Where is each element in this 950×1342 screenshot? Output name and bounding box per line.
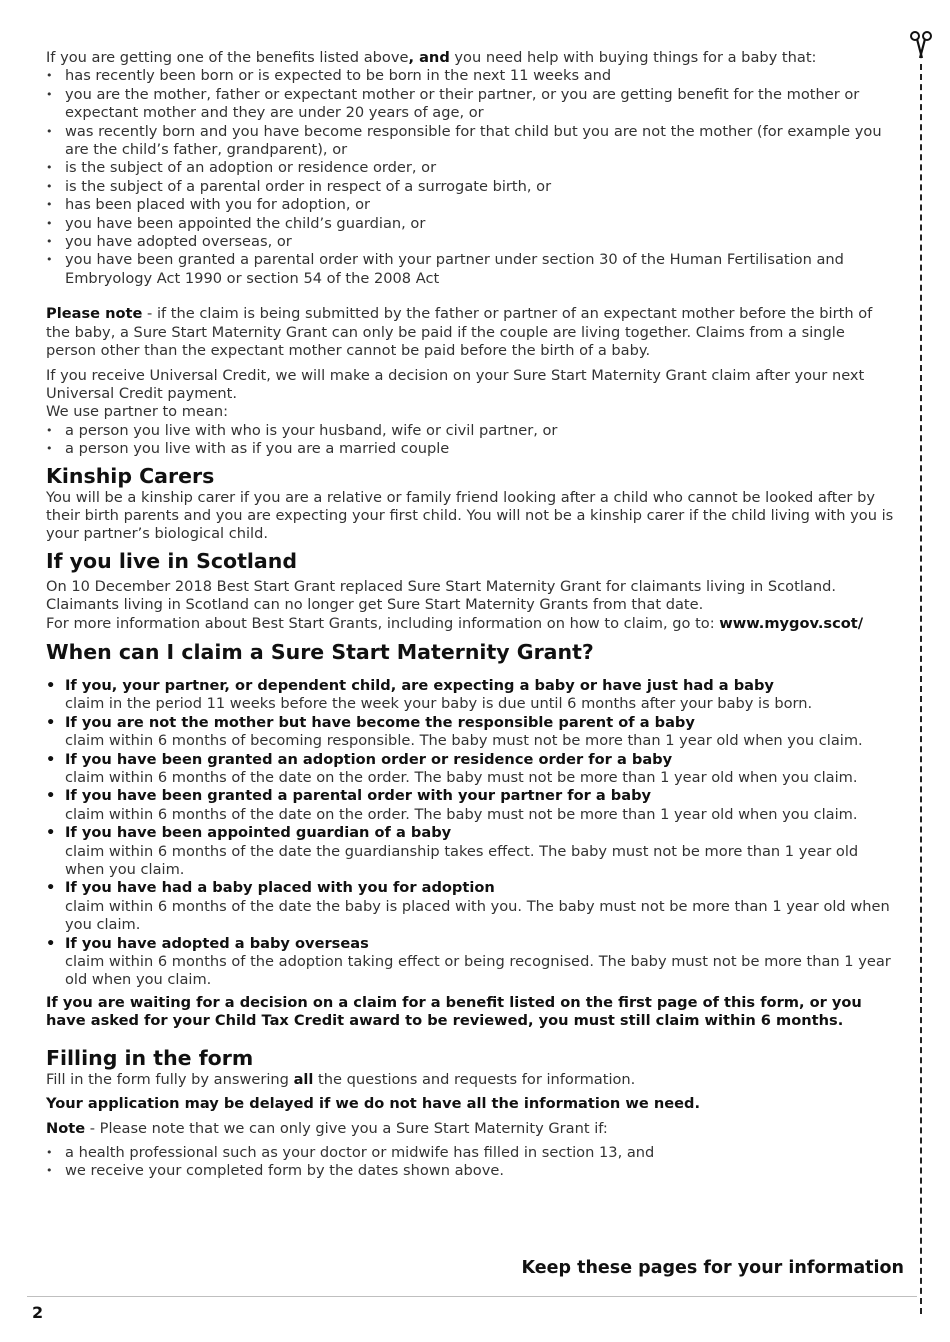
partner-intro: We use partner to mean: [46,403,229,421]
when-list [46,677,898,990]
scotland-line-1: On 10 December 2018 Best Start Grant replaced Sure Start Maternity Grant for claimants living in Scotland. [46,577,836,595]
kinship-text: You will be a kinship carer if you are a relative or family friend looking after a child who cannot be looked after by their birth parents and you are expecting your first child. You will not be a kinship carer if the child living with you is your partner’s biological child. [46,488,894,543]
filling-list [46,1144,898,1181]
list-item: • If you, your partner, or dependent child, are expecting a baby or have just had a baby claim in the period 11 weeks before the week your baby is due until 6 months after your baby is born. [46,677,898,714]
list-item: • If you have had a baby placed with you for adoption claim within 6 months of the date the baby is placed with you. The baby must not be more than 1 year old when you claim. [46,879,898,934]
list-item: • If you have been appointed guardian of a baby claim within 6 months of the date the guardianship takes effect. The baby must not be more than 1 year old when you claim. [46,824,898,879]
list-item: • was recently born and you have become responsible for that child but you are not the mother (for example you are the child’s father, grandparent), or [46,123,898,160]
list-item: • If you have been granted an adoption order or residence order for a baby claim within 6 months of the date on the order. The baby must not be more than 1 year old when you claim. [46,751,898,788]
list-item: • If you are not the mother but have become the responsible parent of a baby claim within 6 months of becoming responsible. The baby must not be more than 1 year old when you claim. [46,714,898,751]
page-content [46,49,898,1181]
filling-line-1: Fill in the form fully by answering all the questions and requests for information. [46,1070,636,1088]
scissors-icon [909,30,933,66]
mygov-link[interactable]: www.mygov.scot/ [719,614,864,632]
list-item: • a health professional such as your doctor or midwife has filled in section 13, and [46,1144,898,1162]
footer-divider [27,1296,917,1297]
list-item: • a person you live with as if you are a married couple [46,440,898,458]
please-note: Please note - if the claim is being submitted by the father or partner of an expectant mother before the birth of the baby, a Sure Start Maternity Grant can only be paid if the couple are living together. Claims from a single person other than the expectant mother cannot be paid before the birth of a baby. [46,305,873,360]
list-item: • a person you live with who is your husband, wife or civil partner, or [46,422,898,440]
list-item: • you have been appointed the child’s guardian, or [46,215,898,233]
scotland-line-2: Claimants living in Scotland can no longer get Sure Start Maternity Grants from that date. [46,596,704,614]
list-item: • you are the mother, father or expectant mother or their partner, or you are getting benefit for the mother or expectant mother and they are under 20 years of age, or [46,86,898,123]
universal-credit-note: If you receive Universal Credit, we will make a decision on your Sure Start Maternity Grant claim after your next Universal Credit payment. [46,366,865,402]
list-item: • you have been granted a parental order with your partner under section 30 of the Human Fertilisation and Embryology Act 1990 or section 54 of the 2008 Act [46,251,898,288]
waiting-note: If you are waiting for a decision on a claim for a benefit listed on the first page of this form, or you have asked for your Child Tax Credit award to be reviewed, you must still claim within 6 months. [46,993,862,1030]
intro-line: If you are getting one of the benefits listed above, and you need help with buying things for a baby that: [46,49,817,66]
filling-heading: Filling in the form [46,1045,254,1070]
list-item: • we receive your completed form by the dates shown above. [46,1162,898,1180]
scotland-heading: If you live in Scotland [46,548,298,573]
list-item: • has recently been born or is expected to be born in the next 11 weeks and [46,67,898,85]
list-item: • is the subject of a parental order in respect of a surrogate birth, or [46,178,898,196]
list-item: • you have adopted overseas, or [46,233,898,251]
keep-pages-note: Keep these pages for your information [521,1258,904,1278]
list-item: • If you have been granted a parental order with your partner for a baby claim within 6 months of the date on the order. The baby must not be more than 1 year old when you claim. [46,787,898,824]
page-number: 2 [32,1303,44,1322]
filling-note: Note - Please note that we can only give you a Sure Start Maternity Grant if: [46,1119,608,1137]
kinship-heading: Kinship Carers [46,463,215,488]
delay-warning: Your application may be delayed if we do not have all the information we need. [46,1095,701,1113]
list-item: • If you have adopted a baby overseas claim within 6 months of the adoption taking effect or being recognised. The baby must not be more than 1 year old when you claim. [46,935,898,990]
when-heading: When can I claim a Sure Start Maternity Grant? [46,639,594,664]
partner-list [46,422,898,459]
cut-line [920,64,922,1314]
list-item: • has been placed with you for adoption, or [46,196,898,214]
intro-list [46,67,898,288]
scotland-line-3: For more information about Best Start Grants, including information on how to claim, go to: www.mygov.scot/ [46,614,864,632]
list-item: • is the subject of an adoption or residence order, or [46,159,898,177]
